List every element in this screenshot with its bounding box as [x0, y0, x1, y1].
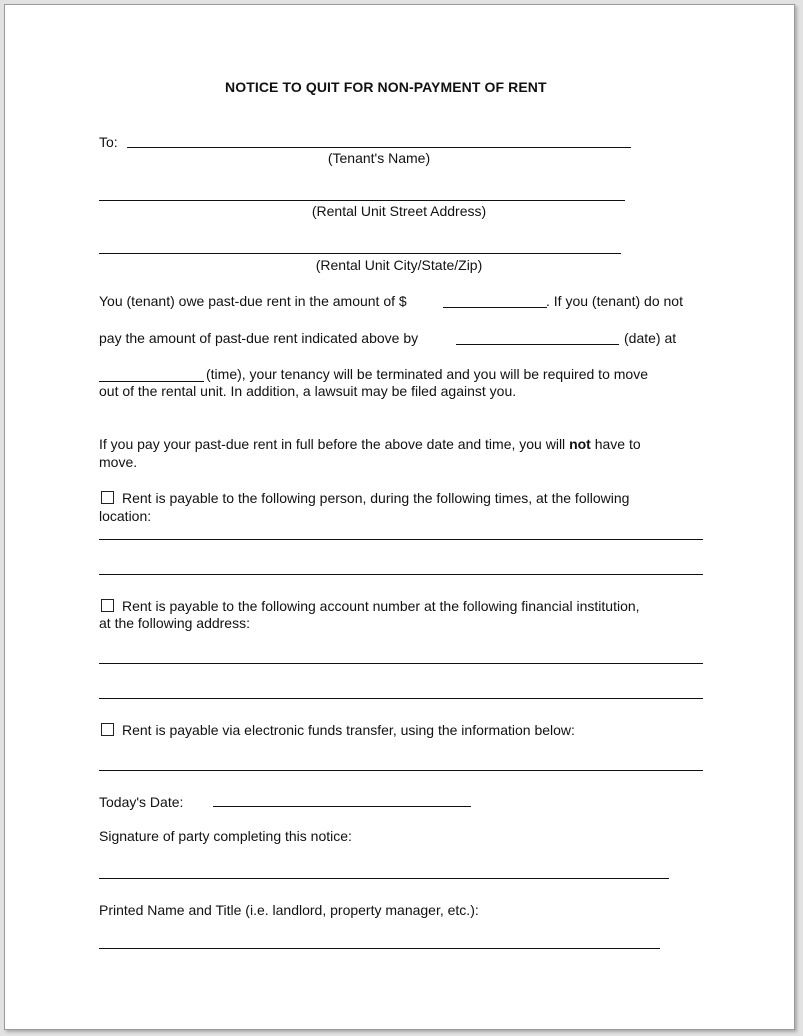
tenant-name-line[interactable]: [127, 147, 631, 148]
todays-date-label: Today's Date:: [99, 794, 184, 810]
move-text: move.: [99, 454, 138, 470]
option-account-text: Rent is payable to the following account number at the following financial institution,: [122, 598, 640, 614]
document-page: [4, 4, 795, 1030]
option-person-checkbox[interactable]: [101, 491, 114, 504]
option-account-line-1[interactable]: [99, 663, 703, 664]
option-eft-checkbox[interactable]: [101, 723, 114, 736]
due-date-line[interactable]: [456, 344, 619, 345]
street-address-line[interactable]: [99, 200, 625, 201]
option-eft-text: Rent is payable via electronic funds transfer, using the information below:: [122, 722, 575, 738]
signature-line[interactable]: [99, 878, 669, 879]
street-address-caption: (Rental Unit Street Address): [311, 203, 487, 219]
to-label: To:: [99, 134, 118, 150]
option-person-line-2[interactable]: [99, 574, 703, 575]
city-state-zip-caption: (Rental Unit City/State/Zip): [315, 257, 483, 273]
amount-line[interactable]: [443, 307, 547, 308]
date-label: (date) at: [624, 330, 677, 346]
pay-in-full-text: If you pay your past-due rent in full before the above date and time, you will not have to: [99, 436, 641, 452]
option-account-text-2: at the following address:: [99, 615, 250, 631]
printed-name-label: Printed Name and Title (i.e. landlord, property manager, etc.):: [99, 902, 479, 918]
document-title: NOTICE TO QUIT FOR NON-PAYMENT OF RENT: [225, 79, 547, 95]
todays-date-line[interactable]: [213, 806, 471, 807]
due-date-text: pay the amount of past-due rent indicated above by: [99, 330, 419, 346]
tenant-name-caption: (Tenant's Name): [327, 150, 431, 166]
option-eft-line[interactable]: [99, 770, 703, 771]
city-state-zip-line[interactable]: [99, 253, 621, 254]
option-account-checkbox[interactable]: [101, 599, 114, 612]
signature-label: Signature of party completing this notice:: [99, 828, 352, 844]
option-person-text-2: location:: [99, 508, 152, 524]
lawsuit-text: out of the rental unit. In addition, a lawsuit may be filed against you.: [99, 383, 517, 399]
option-account-line-2[interactable]: [99, 698, 703, 699]
option-person-line-1[interactable]: [99, 539, 703, 540]
printed-name-line[interactable]: [99, 948, 660, 949]
amount-text-end: . If you (tenant) do not: [546, 293, 683, 309]
amount-text: You (tenant) owe past-due rent in the amount of $: [99, 293, 407, 309]
termination-text: (time), your tenancy will be terminated and you will be required to move: [206, 366, 648, 382]
option-person-text: Rent is payable to the following person, during the following times, at the following: [122, 490, 630, 506]
not-emphasis: not: [569, 436, 591, 452]
